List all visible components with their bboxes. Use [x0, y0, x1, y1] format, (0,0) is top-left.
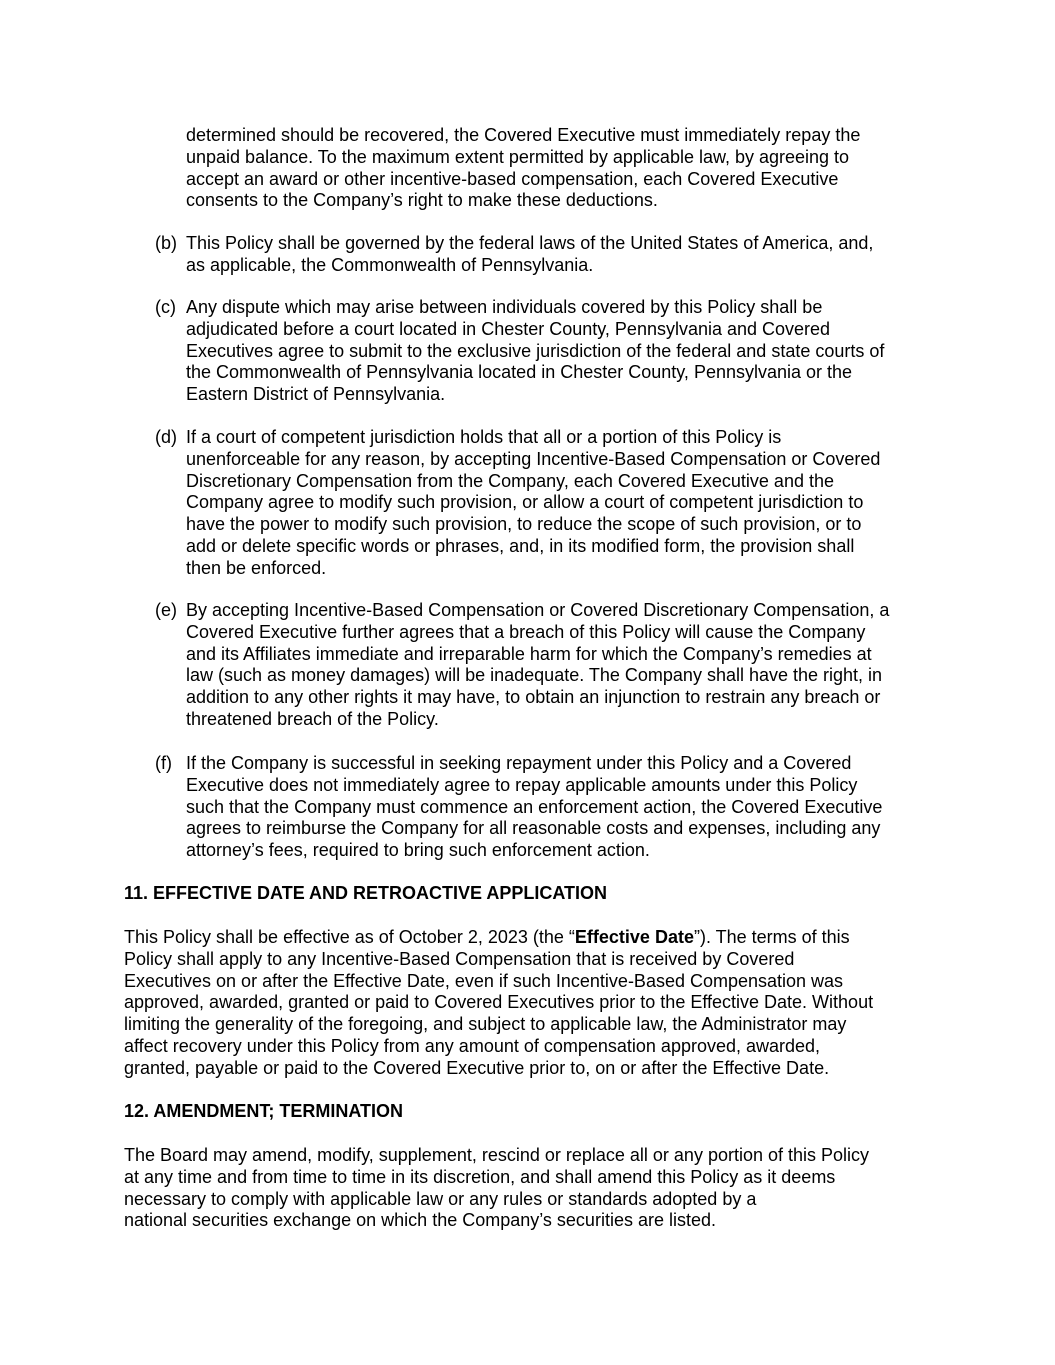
text-line: This Policy shall be governed by the federal laws of the United States of America, and, — [186, 233, 874, 253]
text-line: have the power to modify such provision, to reduce the scope of such provision, or to — [186, 514, 862, 535]
text-line: such that the Company must commence an enforcement action, the Covered Executive — [186, 796, 883, 817]
list-item-d — [186, 427, 880, 580]
text-line: limiting the generality of the foregoing, and subject to applicable law, the Administrator may — [124, 1014, 847, 1035]
text-line: affect recovery under this Policy from any amount of compensation approved, awarded, — [124, 1035, 821, 1056]
text-line: If a court of competent jurisdiction holds that all or a portion of this Policy is — [186, 427, 782, 447]
list-item-b — [186, 233, 873, 277]
text-line: granted, payable or paid to the Covered Executive prior to, on or after the Effective Date. — [124, 1057, 830, 1078]
text-line: Any dispute which may arise between individuals covered by this Policy shall be — [186, 297, 823, 317]
text-line: unpaid balance. To the maximum extent permitted by applicable law, by agreeing to — [186, 146, 850, 167]
defined-term: Effective Date — [574, 927, 694, 947]
text-line: Executives on or after the Effective Date, even if such Incentive-Based Compensation was — [124, 970, 844, 991]
text-line: Covered Executive further agrees that a breach of this Policy will cause the Company — [186, 621, 866, 642]
section-heading-12: 12. AMENDMENT; TERMINATION — [124, 1101, 403, 1121]
text-line: attorney’s fees, required to bring such enforcement action. — [186, 840, 650, 861]
text-line: accept an award or other incentive-based compensation, each Covered Executive — [186, 168, 839, 189]
text-line: Discretionary Compensation from the Company, each Covered Executive and the — [186, 470, 834, 491]
text-line: adjudicated before a court located in Chester County, Pennsylvania and Covered — [186, 318, 831, 339]
list-label-d: (d) — [155, 427, 177, 447]
text-line: Policy shall apply to any Incentive-Based Compensation that is received by Covered — [124, 948, 795, 969]
text-line: the Commonwealth of Pennsylvania located in Chester County, Pennsylvania or the — [186, 362, 853, 383]
paragraph-continuation — [186, 125, 860, 212]
text-line: If the Company is successful in seeking repayment under this Policy and a Covered — [186, 753, 852, 773]
text-line: Executives agree to submit to the exclusive jurisdiction of the federal and state courts of — [186, 340, 885, 361]
text-fragment: ”). The terms of this — [693, 927, 850, 947]
list-item-e — [186, 600, 889, 731]
text-line: Company agree to modify such provision, or allow a court of competent jurisdiction to — [186, 492, 864, 513]
text-line: threatened breach of the Policy. — [186, 708, 439, 729]
text-line: Executive does not immediately agree to repay applicable amounts under this Policy — [186, 774, 858, 795]
text-line: then be enforced. — [186, 557, 327, 578]
text-line: at any time and from time to time in its discretion, and shall amend this Policy as it deems — [124, 1166, 836, 1187]
list-label-b: (b) — [155, 233, 177, 253]
text-line: unenforceable for any reason, by accepting Incentive-Based Compensation or Covered — [186, 448, 881, 469]
text-line: national securities exchange on which the Company’s securities are listed. — [124, 1210, 716, 1231]
text-line: agrees to reimburse the Company for all reasonable costs and expenses, including any — [186, 818, 881, 839]
text-line: addition to any other rights it may have, to obtain an injunction to restrain any breach or — [186, 687, 881, 708]
list-item-f — [186, 753, 882, 862]
list-label-c: (c) — [155, 297, 176, 317]
text-line: and its Affiliates immediate and irreparable harm for which the Company’s remedies at — [186, 643, 872, 664]
text-line: consents to the Company’s right to make these deductions. — [186, 190, 658, 211]
text-fragment: This Policy shall be effective as of October 2, 2023 (the “ — [124, 927, 575, 947]
text-line — [124, 927, 873, 949]
section-heading-11: 11. EFFECTIVE DATE AND RETROACTIVE APPLICATION — [124, 883, 608, 903]
text-line: as applicable, the Commonwealth of Pennsylvania. — [186, 254, 594, 275]
list-item-c — [186, 297, 884, 406]
section-12-paragraph — [124, 1145, 869, 1232]
text-line: By accepting Incentive-Based Compensation or Covered Discretionary Compensation, a — [186, 600, 890, 620]
section-11-paragraph — [124, 927, 873, 1080]
list-label-f: (f) — [155, 753, 172, 773]
text-line: The Board may amend, modify, supplement, rescind or replace all or any portion of this Policy — [124, 1145, 870, 1165]
text-line: law (such as money damages) will be inadequate. The Company shall have the right, in — [186, 665, 883, 686]
text-line: necessary to comply with applicable law or any rules or standards adopted by a — [124, 1188, 757, 1209]
text-line: determined should be recovered, the Covered Executive must immediately repay the — [186, 125, 861, 145]
list-label-e: (e) — [155, 600, 177, 620]
text-line: add or delete specific words or phrases, and, in its modified form, the provision shall — [186, 535, 855, 556]
text-line: Eastern District of Pennsylvania. — [186, 384, 446, 405]
text-line: approved, awarded, granted or paid to Covered Executives prior to the Effective Date. Without — [124, 992, 874, 1013]
